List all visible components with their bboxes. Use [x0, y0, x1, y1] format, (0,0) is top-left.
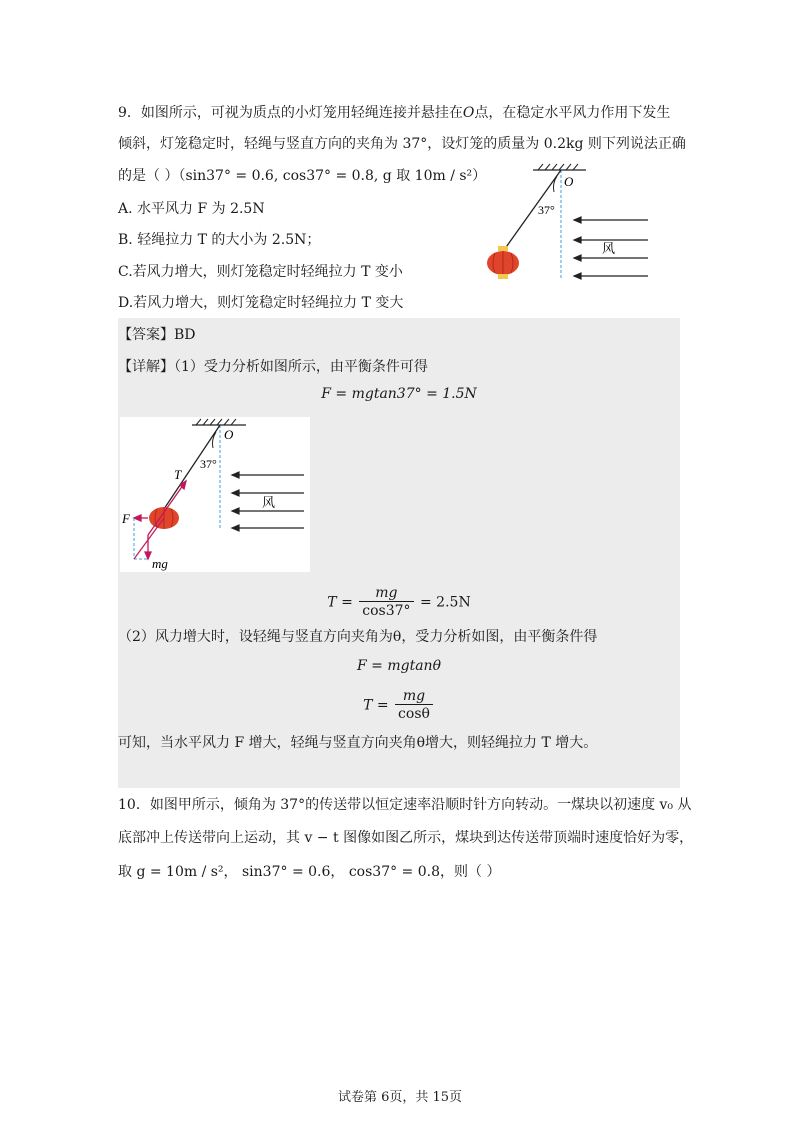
weight-label: mg: [152, 556, 168, 571]
fig-point-o: O: [564, 174, 574, 189]
force-fig-point-o: O: [224, 427, 234, 442]
q10-line-2: 底部冲上传送带向上运动，其 v − t 图像如图乙所示，煤块到达传送带顶端时速度恰好为零，: [118, 830, 694, 846]
q9-line-1: [118, 103, 670, 123]
option-d: D.若风力增大，则灯笼稳定时轻绳拉力 T 变大: [118, 295, 404, 311]
equation-t-theta-denominator: cosθ: [398, 706, 430, 722]
equation-t: [118, 585, 680, 620]
fig-wind-label: 风: [602, 242, 616, 257]
answer-line: 【答案】BD: [118, 327, 196, 343]
option-c: C.若风力增大，则灯笼稳定时轻绳拉力 T 变小: [118, 264, 403, 280]
equation-t-denominator: cos37°: [362, 603, 411, 619]
equation-f-theta: [118, 656, 680, 676]
equation-t-theta-lhs: T =: [363, 697, 389, 714]
part-2-intro: （2）风力增大时，设轻绳与竖直方向夹角为θ，受力分析如图，由平衡条件得: [118, 629, 598, 645]
equation-t-theta-numerator: mg: [395, 688, 433, 705]
q9-point-o: O: [462, 105, 475, 121]
q10-line-1: 10．如图甲所示，倾角为 37°的传送带以恒定速率沿顺时针方向转动。一煤块以初速度 v₀ 从: [118, 797, 692, 813]
force-fig-wind-label: 风: [262, 496, 276, 511]
fig-angle-label: 37°: [538, 203, 555, 217]
equation-t-lhs: T =: [327, 594, 353, 611]
equation-f: [118, 384, 680, 404]
tension-label: T: [174, 467, 182, 482]
question-figure: [478, 160, 663, 285]
equation-f-text: F = mgtan37° = 1.5N: [321, 386, 477, 402]
equation-t-rhs: = 2.5N: [420, 594, 471, 611]
option-b: B. 轻绳拉力 T 的大小为 2.5N；: [118, 232, 321, 248]
q9-line-1-text-a: 9．如图所示，可视为质点的小灯笼用轻绳连接并悬挂在: [118, 105, 463, 121]
q9-line-3: 的是（ ）（sin37° = 0.6, cos37° = 0.8, g 取 10m / s²）: [118, 168, 487, 184]
equation-f-theta-text: F = mgtanθ: [357, 658, 441, 674]
q9-line-1-text-b: 点，在稳定水平风力作用下发生: [474, 105, 671, 121]
q10-line-3: 取 g = 10m / s²， sin37° = 0.6， cos37° = 0.8，则（ ）: [118, 864, 501, 880]
force-fig-angle-label: 37°: [200, 457, 217, 471]
option-a: A. 水平风力 F 为 2.5N: [118, 201, 265, 217]
conclusion: 可知，当水平风力 F 增大，轻绳与竖直方向夹角θ增大，则轻绳拉力 T 增大。: [118, 735, 598, 751]
force-f-label: F: [122, 511, 130, 526]
lantern-icon: [487, 246, 519, 279]
detail-intro: 【详解】（1）受力分析如图所示，由平衡条件可得: [118, 359, 428, 375]
equation-t-theta: [118, 688, 680, 723]
q9-line-2: 倾斜，灯笼稳定时，轻绳与竖直方向的夹角为 37°，设灯笼的质量为 0.2kg 则下列说法正确: [118, 136, 686, 152]
equation-t-numerator: mg: [359, 585, 413, 602]
page-footer: 试卷第 6页，共 15页: [337, 1090, 463, 1105]
force-diagram: [120, 417, 310, 572]
